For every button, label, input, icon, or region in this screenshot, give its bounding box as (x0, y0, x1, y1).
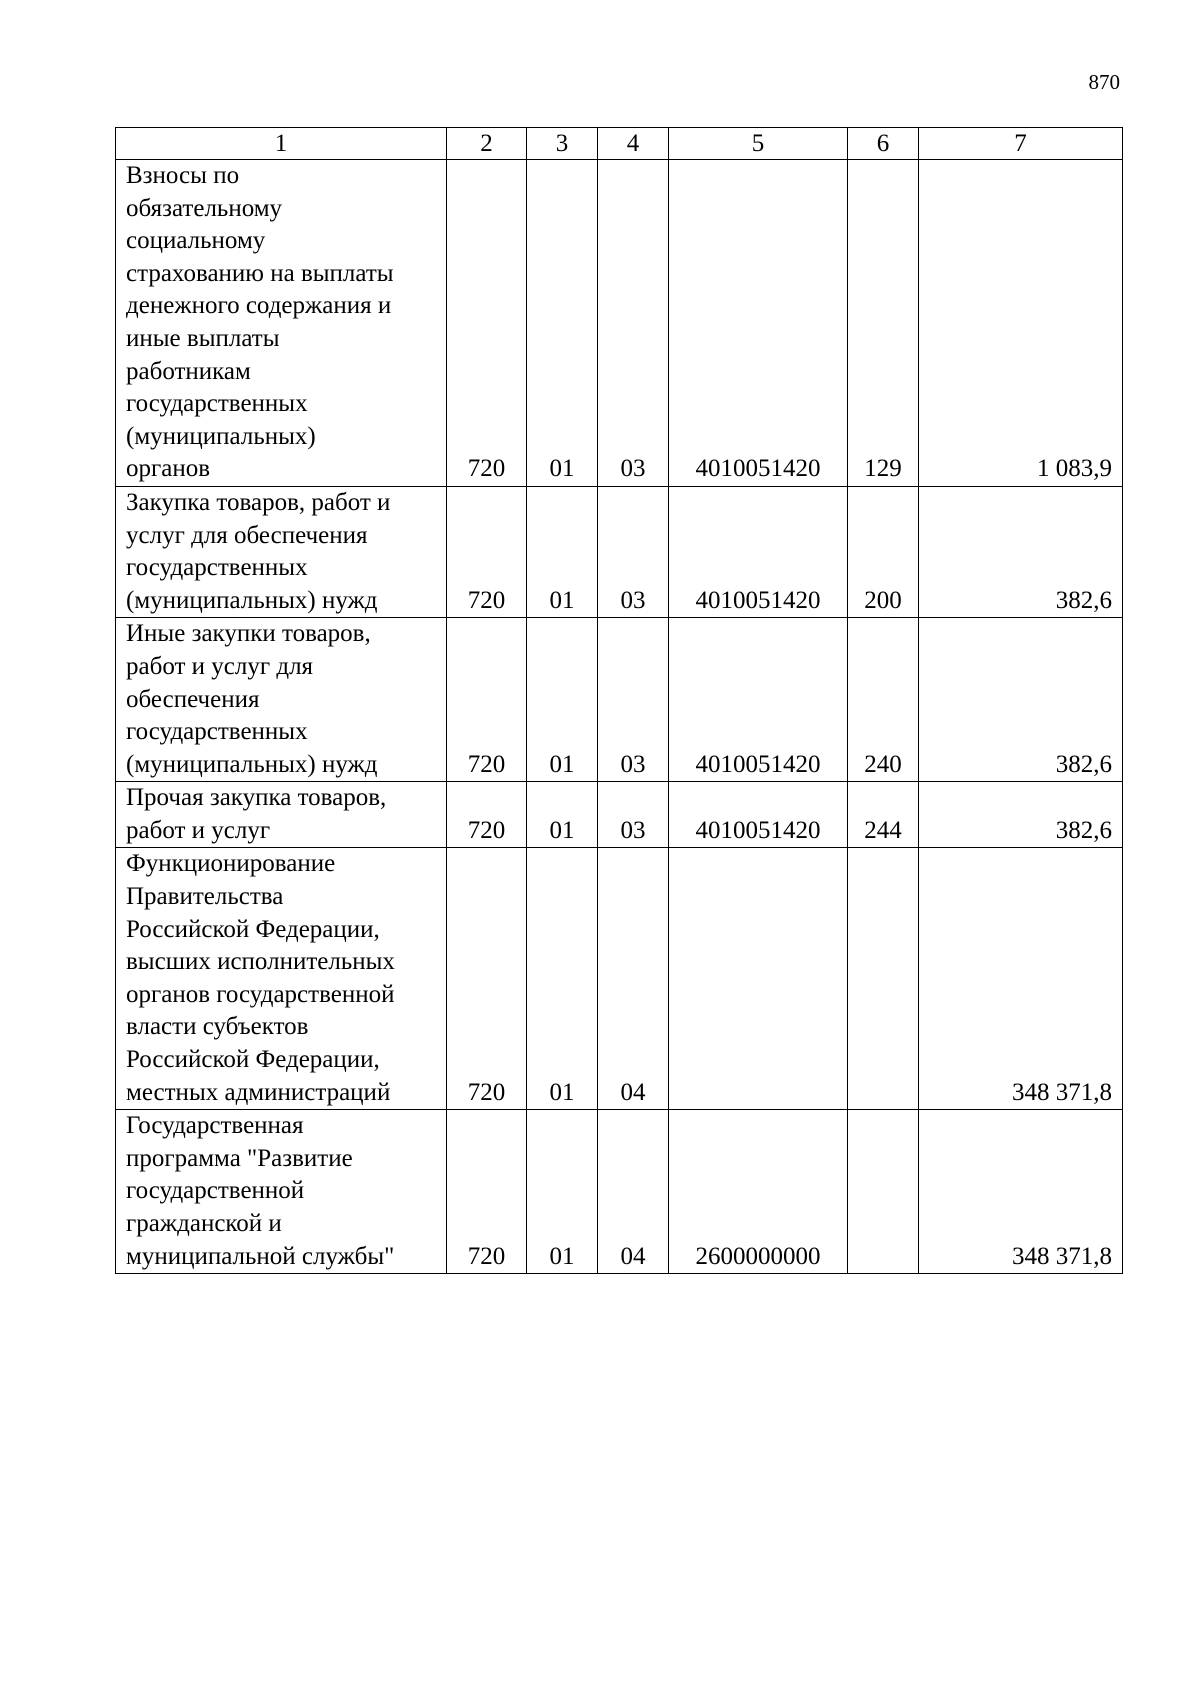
column-header: 2 (447, 128, 527, 160)
page-number: 870 (1088, 70, 1120, 94)
cell-target-article: 2600000000 (669, 1110, 848, 1274)
description-line: работ и услуг (126, 816, 271, 844)
row-description (116, 160, 447, 487)
cell-target-article: 4010051420 (669, 618, 848, 782)
table-row (116, 848, 1123, 1110)
description-line: (муниципальных) (126, 422, 316, 450)
cell-section: 01 (527, 160, 598, 487)
row-description (116, 486, 447, 617)
cell-section: 01 (527, 486, 598, 617)
description-line: гражданской и (126, 1210, 282, 1237)
table-row (116, 160, 1123, 487)
description-line: местных администраций (126, 1078, 391, 1106)
cell-target-article: 4010051420 (669, 782, 848, 848)
description-line: Прочая закупка товаров, (126, 784, 387, 812)
header-row (116, 128, 1123, 160)
description-line: программа "Развитие (126, 1144, 353, 1172)
cell-expense-type (848, 1110, 919, 1274)
row-description (116, 618, 447, 782)
row-description (116, 1110, 447, 1274)
cell-subsection: 04 (598, 1110, 669, 1274)
budget-table (115, 127, 1123, 1274)
description-line: органов (126, 455, 211, 483)
cell-amount: 348 371,8 (919, 848, 1123, 1110)
cell-expense-type: 200 (848, 486, 919, 617)
cell-ministry-code: 720 (447, 1110, 527, 1274)
cell-ministry-code: 720 (447, 848, 527, 1110)
description-line: Закупка товаров, работ и (126, 488, 391, 516)
row-description (116, 782, 447, 848)
description-line: государственных (126, 718, 308, 746)
description-line: работникам (126, 357, 251, 385)
description-line: работ и услуг для (126, 652, 314, 680)
cell-ministry-code: 720 (447, 782, 527, 848)
table-row (116, 1110, 1123, 1274)
cell-section: 01 (527, 1110, 598, 1274)
cell-amount: 348 371,8 (919, 1110, 1123, 1274)
description-line: услуг для обеспечения (126, 521, 368, 549)
cell-subsection: 03 (598, 160, 669, 487)
cell-section: 01 (527, 848, 598, 1110)
description-line: страхованию на выплаты (126, 259, 394, 287)
cell-expense-type: 129 (848, 160, 919, 487)
cell-ministry-code: 720 (447, 618, 527, 782)
cell-target-article: 4010051420 (669, 486, 848, 617)
description-line: обязательному (126, 194, 283, 222)
cell-ministry-code: 720 (447, 486, 527, 617)
cell-expense-type: 244 (848, 782, 919, 848)
description-line: государственной (126, 1177, 305, 1205)
cell-ministry-code: 720 (447, 160, 527, 487)
cell-amount: 382,6 (919, 782, 1123, 848)
cell-subsection: 04 (598, 848, 669, 1110)
column-header: 1 (116, 128, 447, 160)
description-line: власти субъектов (126, 1013, 309, 1041)
column-header: 6 (848, 128, 919, 160)
cell-target-article: 4010051420 (669, 160, 848, 487)
description-line: Российской Федерации, (126, 915, 380, 943)
cell-expense-type (848, 848, 919, 1110)
description-line: органов государственной (126, 980, 395, 1008)
column-header: 3 (527, 128, 598, 160)
description-line: Функционирование (126, 850, 336, 878)
cell-amount: 382,6 (919, 486, 1123, 617)
cell-amount: 1 083,9 (919, 160, 1123, 487)
description-line: государственных (126, 554, 308, 582)
description-line: (муниципальных) нужд (126, 750, 378, 778)
row-description (116, 848, 447, 1110)
column-header: 4 (598, 128, 669, 160)
description-line: Государственная (126, 1112, 304, 1140)
description-line: Иные закупки товаров, (126, 620, 371, 648)
description-line: высших исполнительных (126, 948, 395, 976)
description-line: Правительства (126, 883, 284, 911)
cell-section: 01 (527, 782, 598, 848)
cell-target-article (669, 848, 848, 1110)
table-row (116, 782, 1123, 848)
cell-amount: 382,6 (919, 618, 1123, 782)
description-line: муниципальной службы" (126, 1242, 395, 1270)
table-row (116, 618, 1123, 782)
description-line: Взносы по (126, 162, 240, 189)
description-line: государственных (126, 390, 308, 418)
cell-subsection: 03 (598, 486, 669, 617)
cell-subsection: 03 (598, 782, 669, 848)
description-line: социальному (126, 227, 266, 255)
description-line: иные выплаты (126, 324, 280, 352)
description-line: денежного содержания и (126, 292, 392, 320)
column-header: 7 (919, 128, 1123, 160)
table-row (116, 486, 1123, 617)
description-line: (муниципальных) нужд (126, 586, 378, 614)
column-header: 5 (669, 128, 848, 160)
description-line: обеспечения (126, 685, 260, 713)
description-line: Российской Федерации, (126, 1046, 380, 1074)
cell-section: 01 (527, 618, 598, 782)
cell-subsection: 03 (598, 618, 669, 782)
cell-expense-type: 240 (848, 618, 919, 782)
